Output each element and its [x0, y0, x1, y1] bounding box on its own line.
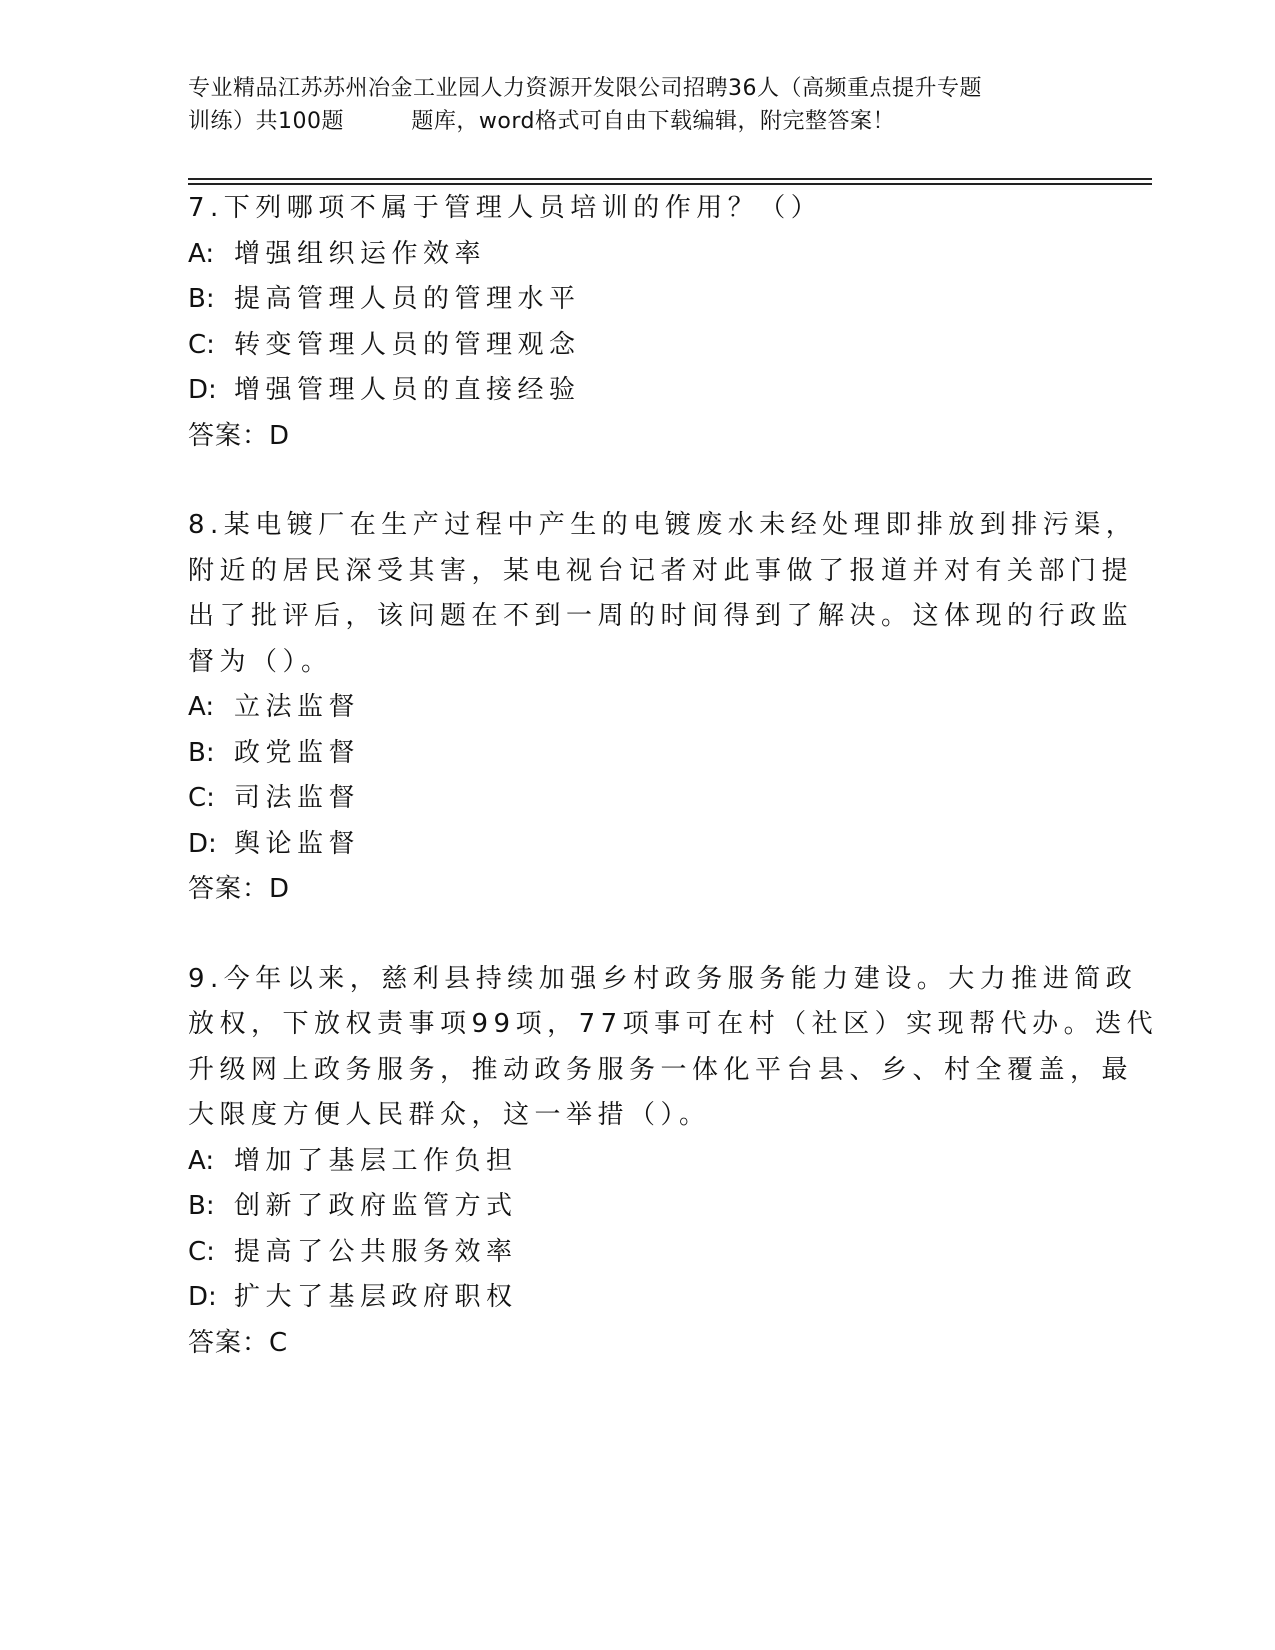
option-b [188, 1184, 1088, 1230]
question-list [188, 186, 1159, 1366]
option-a [188, 685, 1088, 731]
option-d [188, 822, 1088, 868]
header-divider-top [188, 178, 1152, 180]
option-text: 司法监督 [234, 783, 361, 813]
option-text: 转变管理人员的管理观念 [234, 329, 581, 360]
answer-line: 答案：C [188, 1327, 289, 1358]
question-stem-line: 8.某电镀厂在生产过程中产生的电镀废水未经处理即排放到排污渠， [188, 510, 1138, 540]
option-text: 增加了基层工作负担 [234, 1145, 518, 1176]
question-stem-line: 督为（）。 [188, 646, 333, 677]
option-b [188, 731, 1088, 777]
option-text: 政党监督 [234, 737, 361, 768]
option-text: 提高了公共服务效率 [234, 1236, 518, 1267]
option-b [188, 277, 1088, 323]
header-title-line-2: 训练）共100题 题库，word格式可自由下载编辑，附完整答案！ [188, 109, 896, 134]
option-letter: B: [188, 284, 215, 314]
question-7 [188, 186, 1088, 459]
option-d [188, 1275, 1088, 1321]
option-letter: A: [188, 692, 215, 722]
document-header [188, 72, 1088, 138]
option-c [188, 1230, 1088, 1276]
answer-line: 答案：D [188, 420, 291, 451]
option-a [188, 232, 1088, 278]
option-text: 增强管理人员的直接经验 [234, 375, 581, 405]
question-stem-line: 9.今年以来，慈利县持续加强乡村政务服务能力建设。大力推进简政 [188, 963, 1138, 994]
option-letter: B: [188, 737, 215, 768]
option-c [188, 323, 1088, 369]
question-stem-line: 出了批评后，该问题在不到一周的时间得到了解决。这体现的行政监 [188, 601, 1134, 631]
option-d [188, 368, 1088, 414]
question-9 [188, 957, 1159, 1367]
option-text: 提高管理人员的管理水平 [234, 284, 581, 314]
header-divider-bottom [188, 183, 1152, 185]
option-text: 舆论监督 [234, 828, 361, 859]
option-letter: C: [188, 329, 215, 360]
header-title-line-1: 专业精品江苏苏州冶金工业园人力资源开发限公司招聘36人（高频重点提升专题 [188, 76, 982, 101]
option-letter: D: [188, 1282, 217, 1312]
question-stem-line: 升级网上政务服务，推动政务服务一体化平台县、乡、村全覆盖，最 [188, 1054, 1134, 1085]
option-text: 立法监督 [234, 692, 361, 722]
option-letter: B: [188, 1191, 215, 1221]
option-letter: C: [188, 783, 215, 813]
option-letter: D: [188, 828, 217, 859]
option-a [188, 1139, 1088, 1185]
question-stem-line: 7.下列哪项不属于管理人员培训的作用？（） [188, 193, 823, 223]
option-text: 扩大了基层政府职权 [234, 1282, 518, 1312]
question-stem-line: 附近的居民深受其害，某电视台记者对此事做了报道并对有关部门提 [188, 555, 1134, 586]
option-text: 创新了政府监管方式 [234, 1191, 518, 1221]
option-letter: D: [188, 375, 217, 405]
option-c [188, 776, 1088, 822]
question-8 [188, 503, 1138, 913]
option-letter: A: [188, 1145, 215, 1176]
question-stem-line: 放权，下放权责事项99项，77项事可在村（社区）实现帮代办。迭代 [188, 1009, 1159, 1039]
option-letter: C: [188, 1236, 215, 1267]
option-letter: A: [188, 238, 215, 269]
question-stem-line: 大限度方便人民群众，这一举措（）。 [188, 1100, 711, 1130]
option-text: 增强组织运作效率 [234, 238, 487, 269]
answer-line: 答案：D [188, 874, 291, 904]
